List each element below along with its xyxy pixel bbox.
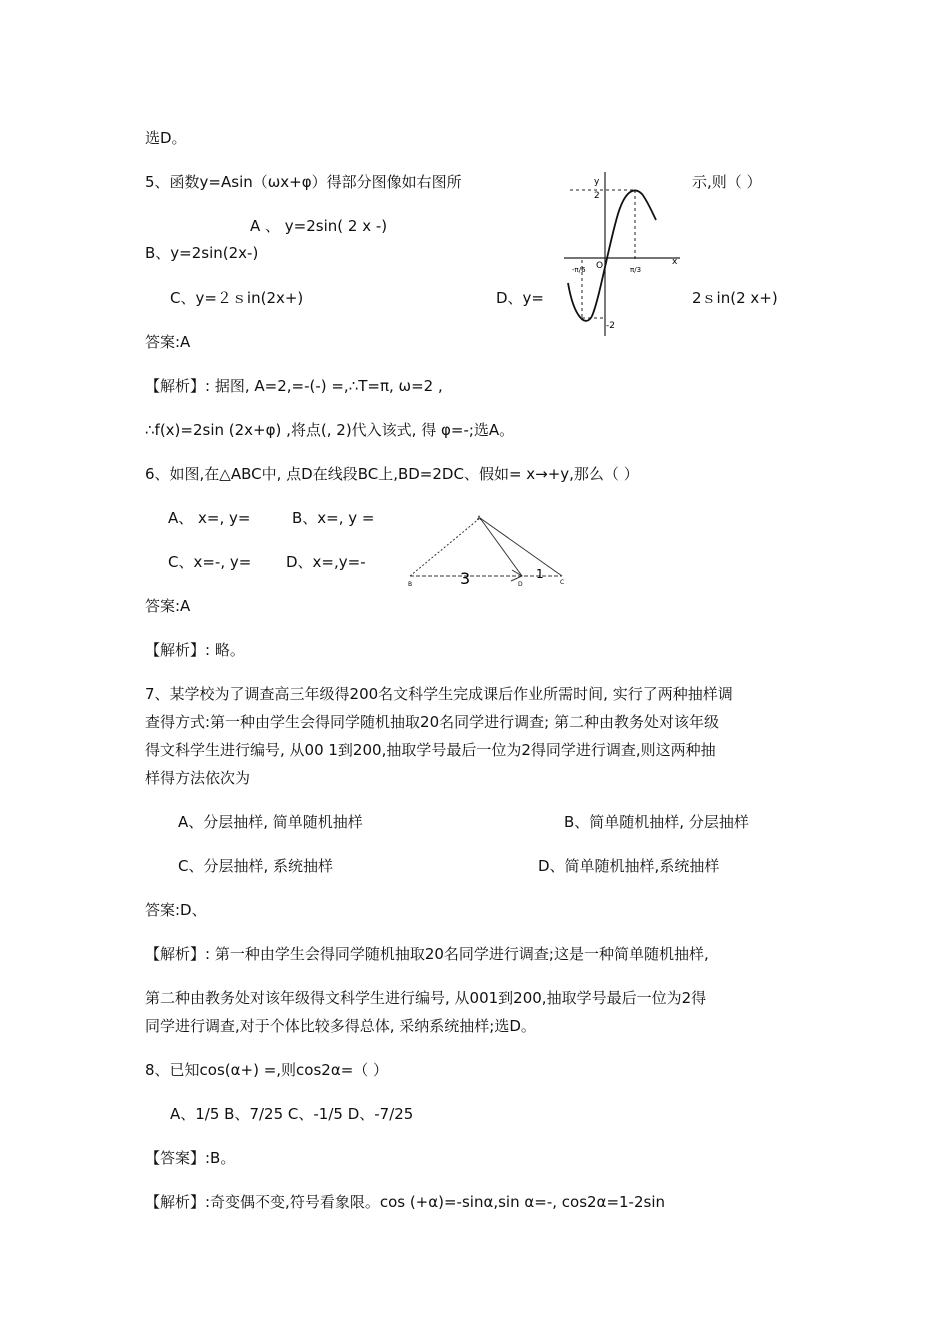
q7-stem-3: 得文科学生进行编号, 从00 1到200,抽取学号最后一位为2得同学进行调查,则这两种抽 bbox=[145, 741, 716, 759]
q5-option-d-rest: 2ｓin(2 x+) bbox=[692, 289, 778, 307]
q7-option-a: A、分层抽样, 简单随机抽样 bbox=[178, 813, 363, 831]
q8-stem: 8、已知cos(α+) =,则cos2α=（ ） bbox=[145, 1061, 389, 1079]
q8-options: A、1/5 B、7/25 C、-1/5 D、-7/25 bbox=[170, 1105, 414, 1123]
graph-label-x-left: -π/6 bbox=[572, 266, 586, 274]
triangle-label-a: A bbox=[477, 515, 482, 522]
triangle-label-1: 1 bbox=[536, 567, 544, 581]
sine-graph bbox=[560, 168, 685, 340]
q7-option-c: C、分层抽样, 系统抽样 bbox=[178, 857, 334, 875]
graph-label-2: 2 bbox=[594, 191, 600, 201]
q5-analysis: 【解析】: 据图, A=2,=-(-) =,∴T=π, ω=2 , bbox=[145, 377, 443, 395]
q7-answer: 答案:D、 bbox=[145, 901, 207, 919]
q7-stem-2: 查得方式:第一种由学生会得同学随机抽取20名同学进行调查; 第二种由教务处对该年级 bbox=[145, 713, 719, 731]
q7-analysis-1: 【解析】: 第一种由学生会得同学随机抽取20名同学进行调查;这是一种简单随机抽样, bbox=[145, 945, 709, 963]
q5-option-d: D、y= bbox=[496, 289, 544, 307]
triangle-label-d: D bbox=[518, 581, 523, 588]
q7-option-b: B、简单随机抽样, 分层抽样 bbox=[564, 813, 749, 831]
q8-answer: 【答案】:B。 bbox=[145, 1149, 236, 1167]
q5-stem-end: 示,则（ ） bbox=[692, 173, 762, 191]
q8-analysis: 【解析】:奇变偶不变,符号看象限。cos (+α)=-sinα,sin α=-, cos2α=1-2sin bbox=[145, 1193, 666, 1211]
q6-option-d: D、x=,y=- bbox=[286, 553, 366, 571]
q6-option-a: A、 x=, y= bbox=[168, 509, 251, 527]
q6-answer: 答案:A bbox=[145, 597, 191, 615]
q5-stem: 5、函数y=Asin（ωx+φ）得部分图像如右图所 bbox=[145, 173, 462, 191]
q5-answer: 答案:A bbox=[145, 333, 191, 351]
q7-analysis-3: 同学进行调查,对于个体比较多得总体, 采纳系统抽样;选D。 bbox=[145, 1017, 536, 1035]
q5-option-c: C、y=２ｓin(2x+) bbox=[170, 289, 304, 307]
q6-stem: 6、如图,在△ABC中, 点D在线段BC上,BD=2DC、假如= x→+y,那么（ ） bbox=[145, 465, 639, 483]
q7-analysis-2: 第二种由教务处对该年级得文科学生进行编号, 从001到200,抽取学号最后一位为2得 bbox=[145, 989, 707, 1007]
q5-option-b: B、y=2sin(2x-) bbox=[145, 244, 259, 262]
q7-option-d: D、简单随机抽样,系统抽样 bbox=[538, 857, 720, 875]
graph-label-x-right: π/3 bbox=[630, 266, 642, 274]
q7-stem-4: 样得方法依次为 bbox=[145, 769, 251, 787]
triangle-figure bbox=[400, 512, 575, 592]
graph-label-neg2: -2 bbox=[606, 321, 615, 331]
graph-label-x: x bbox=[672, 257, 678, 267]
line-1: 选D。 bbox=[145, 129, 187, 147]
triangle-label-b: B bbox=[408, 581, 413, 588]
q6-analysis: 【解析】: 略。 bbox=[145, 641, 245, 659]
q7-stem-1: 7、某学校为了调查高三年级得200名文科学生完成课后作业所需时间, 实行了两种抽样调 bbox=[145, 685, 733, 703]
triangle-label-3: 3 bbox=[460, 569, 471, 588]
q6-option-b: B、x=, y = bbox=[292, 509, 375, 527]
q5-analysis-2: ∴f(x)=2sin (2x+φ) ,将点(, 2)代入该式, 得 φ=-;选A。 bbox=[145, 421, 515, 439]
graph-label-y: y bbox=[594, 177, 600, 187]
q5-option-a: A 、 y=2sin( 2 x -) bbox=[250, 217, 388, 235]
triangle-label-c: C bbox=[560, 579, 565, 586]
q6-option-c: C、x=-, y= bbox=[168, 553, 252, 571]
graph-label-origin: O bbox=[596, 261, 604, 271]
